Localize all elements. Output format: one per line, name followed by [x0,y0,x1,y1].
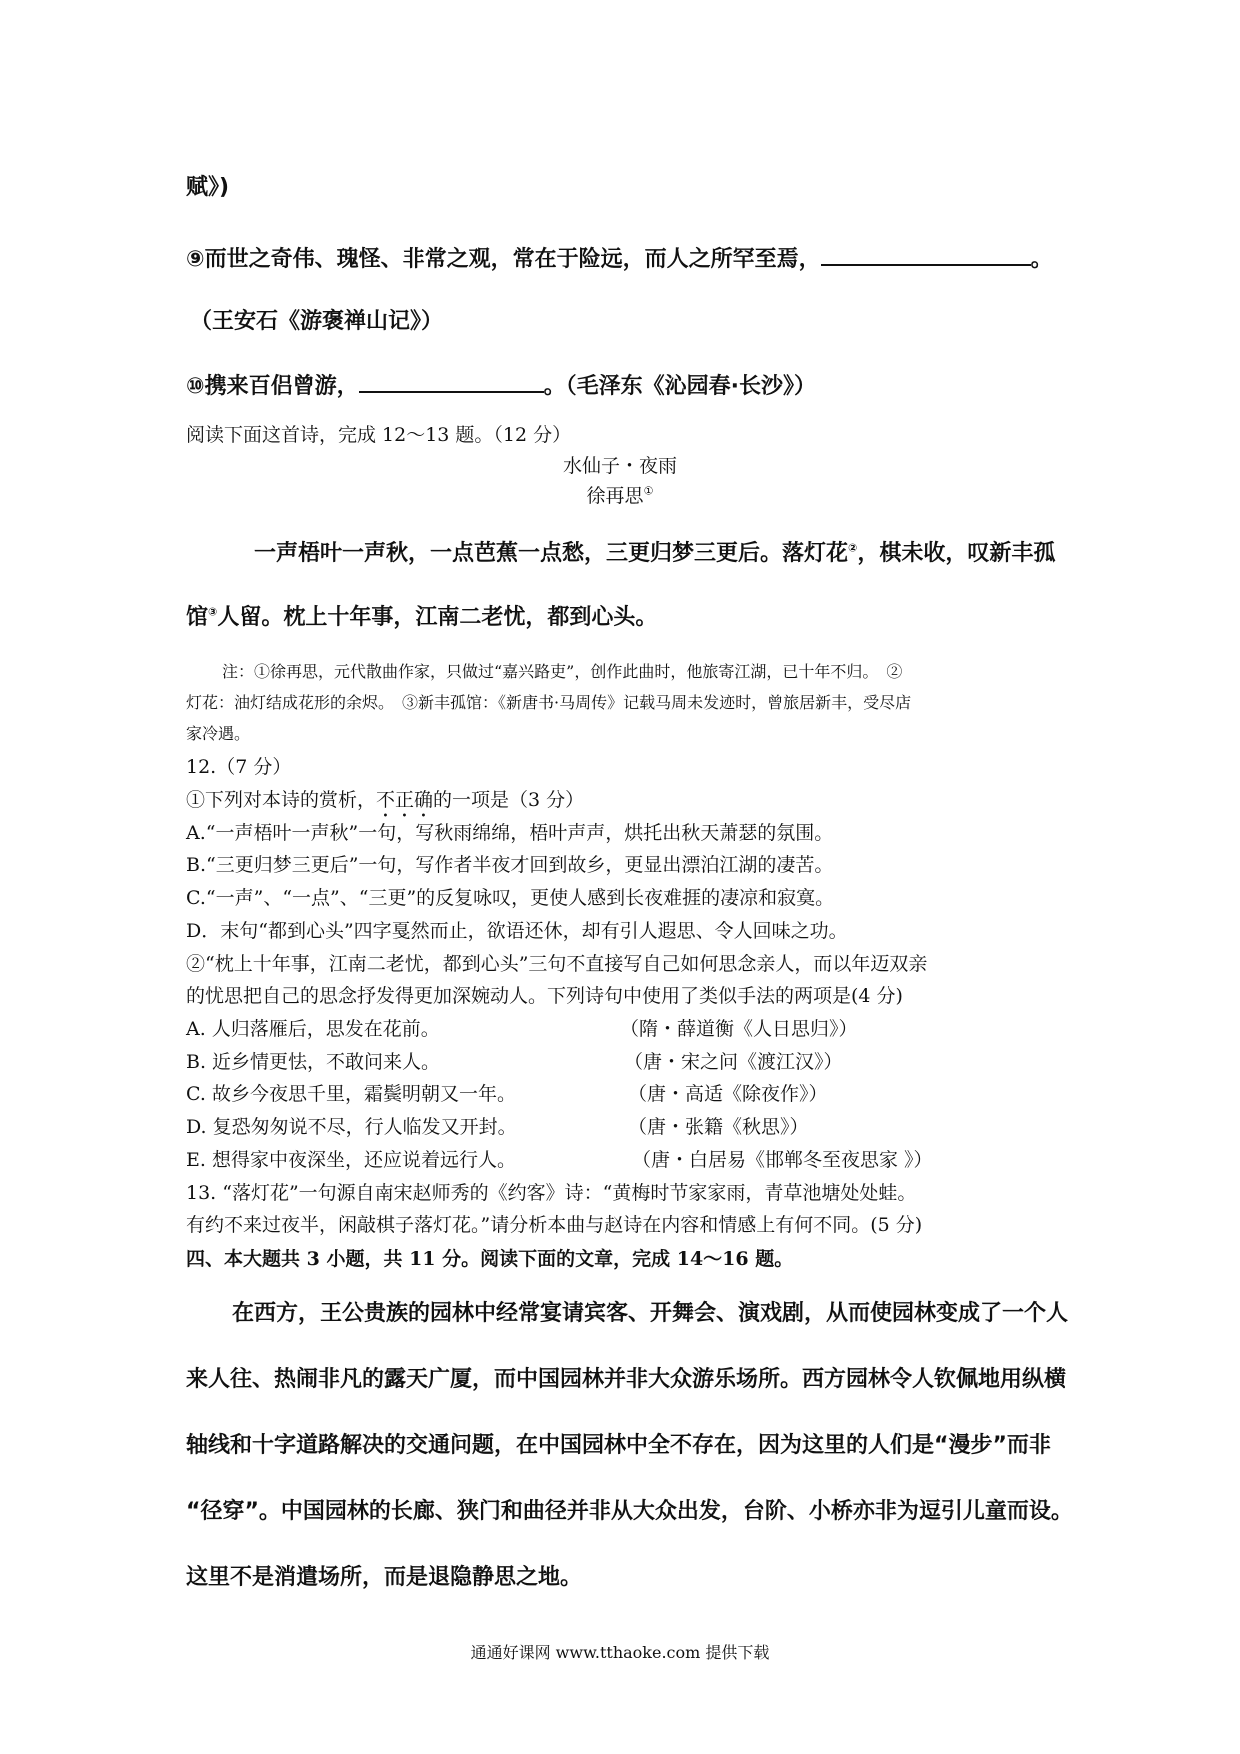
item-9-text: ⑨而世之奇伟、瑰怪、非常之观，常在于险远，而人之所罕至焉， [186,247,821,272]
item-10 [186,369,816,400]
q12-sub2-line-1: ②“枕上十年事，江南二老忧，都到心头”三句不直接写自己如何思念亲人，而以年迈双亲 [186,953,928,975]
q12-option-a: A.“一声梧叶一声秋”一句，写秋雨绵绵，梧叶声声，烘托出秋天萧瑟的氛围。 [186,822,834,844]
item-10-answer-blank[interactable] [359,390,544,393]
passage-line-1: 在西方，王公贵族的园林中经常宴请宾客、开舞会、演戏剧，从而使园林变成了一个人 [232,1301,1069,1326]
item-9-source: （王安石《游褒禅山记》） [190,309,444,334]
poem-note-mark-3: ③ [208,605,218,619]
poem-line-2-text: 人留。枕上十年事，江南二老忧，都到心头。 [217,605,658,630]
poem-title: 水仙子・夜雨 [562,455,677,477]
passage-line-5: 这里不是消遣场所，而是退隐静思之地。 [186,1565,583,1590]
note-line-3: 家冷遇。 [186,724,251,743]
item-10-text: ⑩携来百侣曾游， [186,374,359,399]
q12-sub1-emphasis: 不正确 [376,789,434,811]
poem-author-name: 徐再思 [586,485,644,507]
poem-author [0,481,1240,508]
q12-choice-c-source: （唐・高适《除夜作》） [628,1083,828,1105]
poem-line-2-start: 馆 [186,605,209,630]
passage-line-3: 轴线和十字道路解决的交通问题，在中国园林中全不存在，因为这里的人们是“漫步”而非 [186,1433,1051,1458]
q12-option-b: B.“三更归梦三更后”一句，写作者半夜才回到故乡，更显出漂泊江湖的凄苦。 [186,854,834,876]
note-line-2: 灯花：油灯结成花形的余烬。 ③新丰孤馆：《新唐书·马周传》记载马周未发迹时，曾旅居新丰，受尽店 [186,693,912,712]
q12-sub1 [186,785,584,822]
item-9-end: 。 [1030,247,1053,272]
q12-header: 12.（7 分） [186,756,292,778]
q13-line-2: 有约不来过夜半，闲敲棋子落灯花。”请分析本曲与赵诗在内容和情感上有何不同。(5 分) [186,1214,923,1236]
q12-option-d: D．末句“都到心头”四字戛然而止，欲语还休，却有引人遐思、令人回味之功。 [186,920,848,942]
page-footer: 通通好课网 www.tthaoke.com 提供下载 [470,1643,770,1662]
reading-intro: 阅读下面这首诗，完成 12～13 题。（12 分） [186,424,572,446]
passage-line-2: 来人往、热闹非凡的露天广厦，而中国园林并非大众游乐场所。西方园林令人钦佩地用纵横 [186,1367,1067,1392]
q12-choice-e: E. 想得家中夜深坐，还应说着远行人。 [186,1149,516,1171]
q12-choice-d: D. 复恐匆匆说不尽，行人临发又开封。 [186,1116,517,1138]
poem-line-1 [254,536,1055,567]
item-9 [186,242,1053,273]
passage-line-4: “径穿”。中国园林的长廊、狭门和曲径并非从大众出发，台阶、小桥亦非为逗引儿童而设。 [186,1499,1073,1524]
q12-choice-e-source: （唐・白居易《邯郸冬至夜思家 》） [632,1149,933,1171]
q12-sub2-line-2: 的忧思把自己的思念抒发得更加深婉动人。下列诗句中使用了类似手法的两项是(4 分) [186,985,903,1007]
q13-line-1: 13. “落灯花”一句源自南宋赵师秀的《约客》诗：“黄梅时节家家雨，青草池塘处处蛙。 [186,1182,917,1204]
poem-note-mark-2: ② [848,541,858,555]
poem-author-note-mark: ① [643,484,654,498]
q12-choice-a-source: （隋・薛道衡《人日思归》） [620,1018,858,1040]
q12-option-c: C.“一声”、“一点”、“三更”的反复咏叹，更使人感到长夜难捱的凄凉和寂寞。 [186,887,835,909]
item-10-end: 。（毛泽东《沁园春·长沙》） [543,374,816,399]
section-4-header: 四、本大题共 3 小题，共 11 分。阅读下面的文章，完成 14～16 题。 [186,1248,794,1270]
q12-sub1-text: ①下列对本诗的赏析， [186,789,377,811]
q12-choice-b-source: （唐・宋之问《渡江汉》） [624,1051,843,1073]
fragment-top: 赋》) [186,175,230,200]
poem-line-1-end: ，棋未收，叹新丰孤 [857,541,1056,566]
item-9-answer-blank[interactable] [821,263,1031,266]
q12-choice-b: B. 近乡情更怯，不敢问来人。 [186,1051,441,1073]
q12-choice-a: A. 人归落雁后，思发在花前。 [186,1018,440,1040]
poem-line-1-text: 一声梧叶一声秋，一点芭蕉一点愁，三更归梦三更后。落灯花 [254,541,849,566]
q12-choice-c: C. 故乡今夜思千里，霜鬓明朝又一年。 [186,1083,516,1105]
q12-choice-d-source: （唐・张籍《秋思》） [628,1116,809,1138]
q12-sub1-end: 的一项是（3 分） [433,789,585,811]
poem-line-2 [186,600,657,631]
note-line-1: 注：①徐再思，元代散曲作家，只做过“嘉兴路吏”，创作此曲时，他旅寄江湖，已十年不归。 ② [222,662,903,681]
